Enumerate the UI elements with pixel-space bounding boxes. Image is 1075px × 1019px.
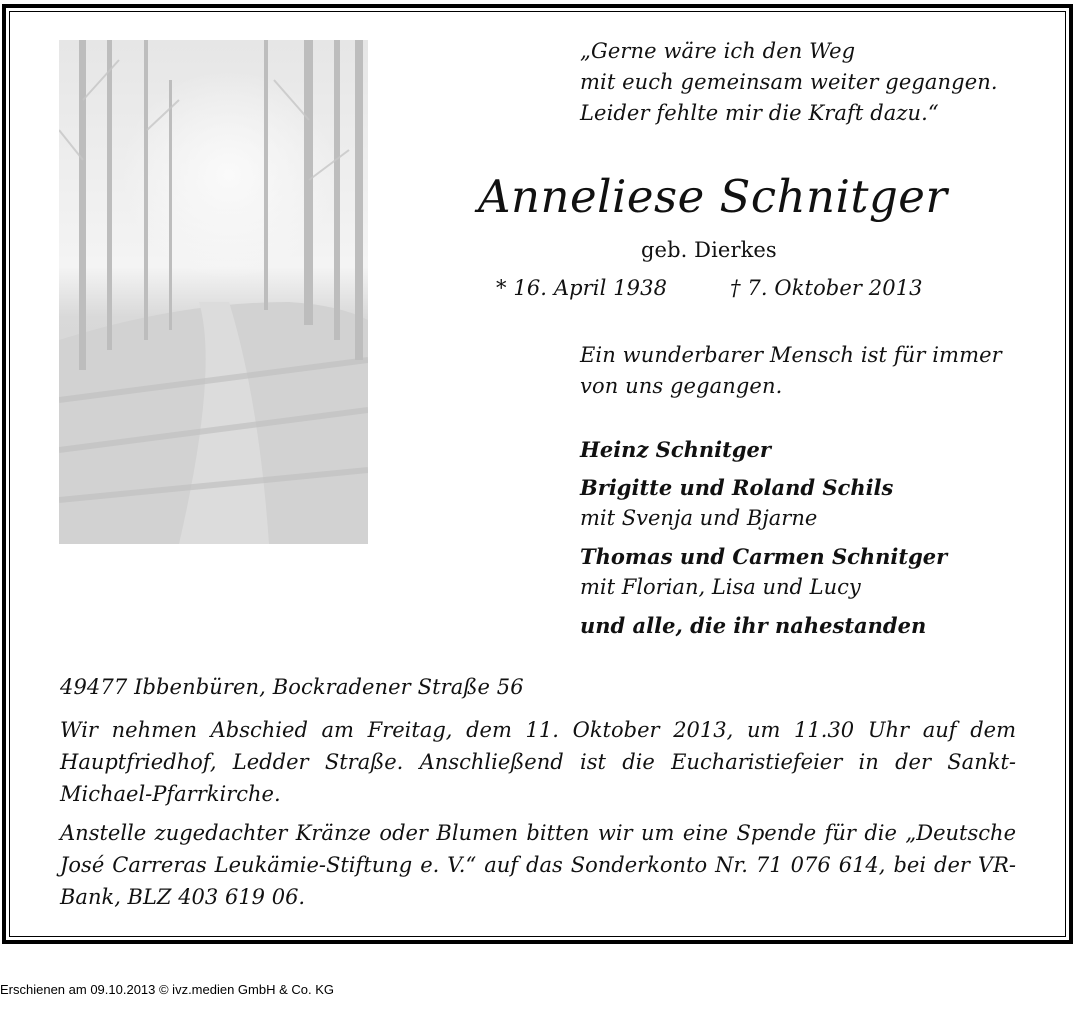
mourner-children: mit Florian, Lisa und Lucy xyxy=(580,575,861,599)
life-dates xyxy=(496,276,936,306)
forest-path-photo xyxy=(59,40,368,544)
quote-line: Leider fehlte mir die Kraft dazu.“ xyxy=(580,101,939,125)
tribute-line: Ein wunderbarer Mensch ist für immer xyxy=(580,343,1002,367)
mourner-name: Heinz Schnitger xyxy=(580,437,771,462)
mourner-name: und alle, die ihr nahestanden xyxy=(580,613,927,638)
funeral-details: Wir nehmen Abschied am Freitag, dem 11. Oktober 2013, um 11.30 Uhr auf dem Hauptfriedhof, Ledder Straße. Anschließend ist die Eucharistiefeier in der Sankt-Michael-Pfarrkirche. xyxy=(60,718,1016,806)
address: 49477 Ibbenbüren, Bockradener Straße 56 xyxy=(60,675,524,699)
birth-name: geb. Dierkes xyxy=(641,238,777,262)
publication-footer: Erschienen am 09.10.2013 © ivz.medien GmbH & Co. KG xyxy=(0,982,335,997)
mourner-name: Thomas und Carmen Schnitger xyxy=(580,544,948,569)
mourners-list xyxy=(580,434,1050,641)
death-date: † 7. Oktober 2013 xyxy=(730,276,923,300)
quote-line: „Gerne wäre ich den Weg xyxy=(580,39,856,63)
memorial-quote xyxy=(580,36,998,129)
donation-request: Anstelle zugedachter Kränze oder Blumen bitten wir um eine Spende für die „Deutsche José Carreras Leukämie-Stiftung e. V.“ auf das Sonderkonto Nr. 71 076 614, bei der VR-Bank, BLZ 403 619 06. xyxy=(60,821,1016,909)
mourner-name: Brigitte und Roland Schils xyxy=(580,475,894,500)
mourner-children: mit Svenja und Bjarne xyxy=(580,506,818,530)
deceased-name: Anneliese Schnitger xyxy=(478,170,948,223)
birth-date: * 16. April 1938 xyxy=(496,276,668,300)
tribute-text xyxy=(580,340,1002,402)
tribute-line: von uns gegangen. xyxy=(580,374,783,398)
quote-line: mit euch gemeinsam weiter gegangen. xyxy=(580,70,998,94)
